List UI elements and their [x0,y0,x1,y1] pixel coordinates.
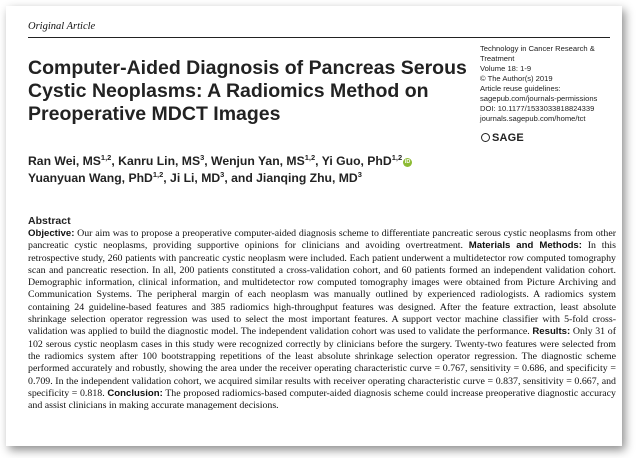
publisher-logo [481,132,524,144]
article-title: Computer-Aided Diagnosis of Pancreas Serous Cystic Neoplasms: A Radiomics Method on Preoperative MDCT Images [28,57,467,125]
reuse-guidelines-label: Article reuse guidelines: [480,84,561,93]
header-rule [28,37,610,38]
author: Ran Wei, MS$^{1,2}$, [28,153,119,168]
author: Yuanyuan Wang, PhD$^{1,2}$, [28,170,171,185]
methods-text: In this retrospective study, 260 patients with pancreatic cystic neoplasm were included. Each patient underwent a multidetector row computed tomography scan and pancreatic resection. In all, 200 patients constituted a cross-validation cohort, and 60 patients formed an independent validation cohort. Demographic information, clinical information, and multidetector row computed tomography images were obtained from Picture Archiving and Communication Systems. The peripheral margin of each neoplasm was manually outlined by experienced radiologists. A radiomics system containing 24 guideline-based features and 385 radiomics high-throughput features was designed. After the feature extraction, least absolute shrinkage selection operator regression was used to select the most important features. A support vector machine classifier with 5-fold cross-validation was applied to build the diagnostic model. The independent validation cohort was used to validate the performance. [28,240,616,338]
author-list [28,153,588,187]
objective-label: Objective: [28,228,75,239]
journal-name-line2: Treatment [480,54,515,63]
author: Kanru Lin, $MS^3$, [118,153,212,168]
conclusion-text: The proposed radiomics-based computer-aided diagnosis scheme could increase preoperative diagnostic accuracy and assist clinicians in making accurate management decisions. [28,387,616,412]
journal-name-line1: Technology in Cancer Research & [480,44,595,53]
abstract-heading: Abstract [28,215,71,227]
abstract-body [28,228,616,412]
results-text: Only 31 of 102 serous cystic neoplasm cases in this study were recognized correctly by clinicians before the surgery. Twenty-two features were selected from the radiomics system after 100 bootstrapping repetitions of the least absolute shrinkage selection operator regression. The diagnostic scheme performed accurately and robustly, showing the area under the receiver operating characteristic curve = 0.767, sensitivity = 0.686, and specificity = 0.709. In the independent validation cohort, we acquired similar results with receiver operating characteristic curve = 0.837, sensitivity = 0.667, and specificity = 0.818. [28,326,616,399]
journal-copyright: © The Author(s) 2019 [480,74,553,83]
orcid-icon[interactable]: iD [404,159,411,165]
author: Wenjun Yan, MS$^{1,2}$, [211,153,322,168]
article-type-label: Original Article [28,21,96,32]
results-label: Results: [532,326,571,338]
sage-logo-icon [481,133,490,142]
article-page [6,6,622,446]
doi-text[interactable]: DOI: 10.1177/1533033818824339 [480,104,595,113]
author: Jianqing Zhu, $MD^3$ [256,170,362,185]
methods-label: Materials and Methods: [468,240,582,252]
journal-info [480,44,610,124]
author: Yi Guo, PhD$^{1,2}$ iD [321,153,411,168]
conclusion-label: Conclusion: [107,387,163,399]
reuse-guidelines-link[interactable]: sagepub.com/journals-permissions [480,94,598,103]
journal-homepage-link[interactable]: journals.sagepub.com/home/tct [480,114,586,123]
objective-text: Our aim was to propose a preoperative computer-aided diagnosis scheme to differentiate pancreatic serous cystic neoplasms from other pancreatic cystic neoplasms, providing supportive opinions for clinicians and avoiding overtreatment. [28,228,616,252]
publisher-name: SAGE [492,132,524,144]
author: Ji Li, $MD^3$, and [170,170,257,185]
journal-volume: Volume 18: 1-9 [480,64,532,73]
